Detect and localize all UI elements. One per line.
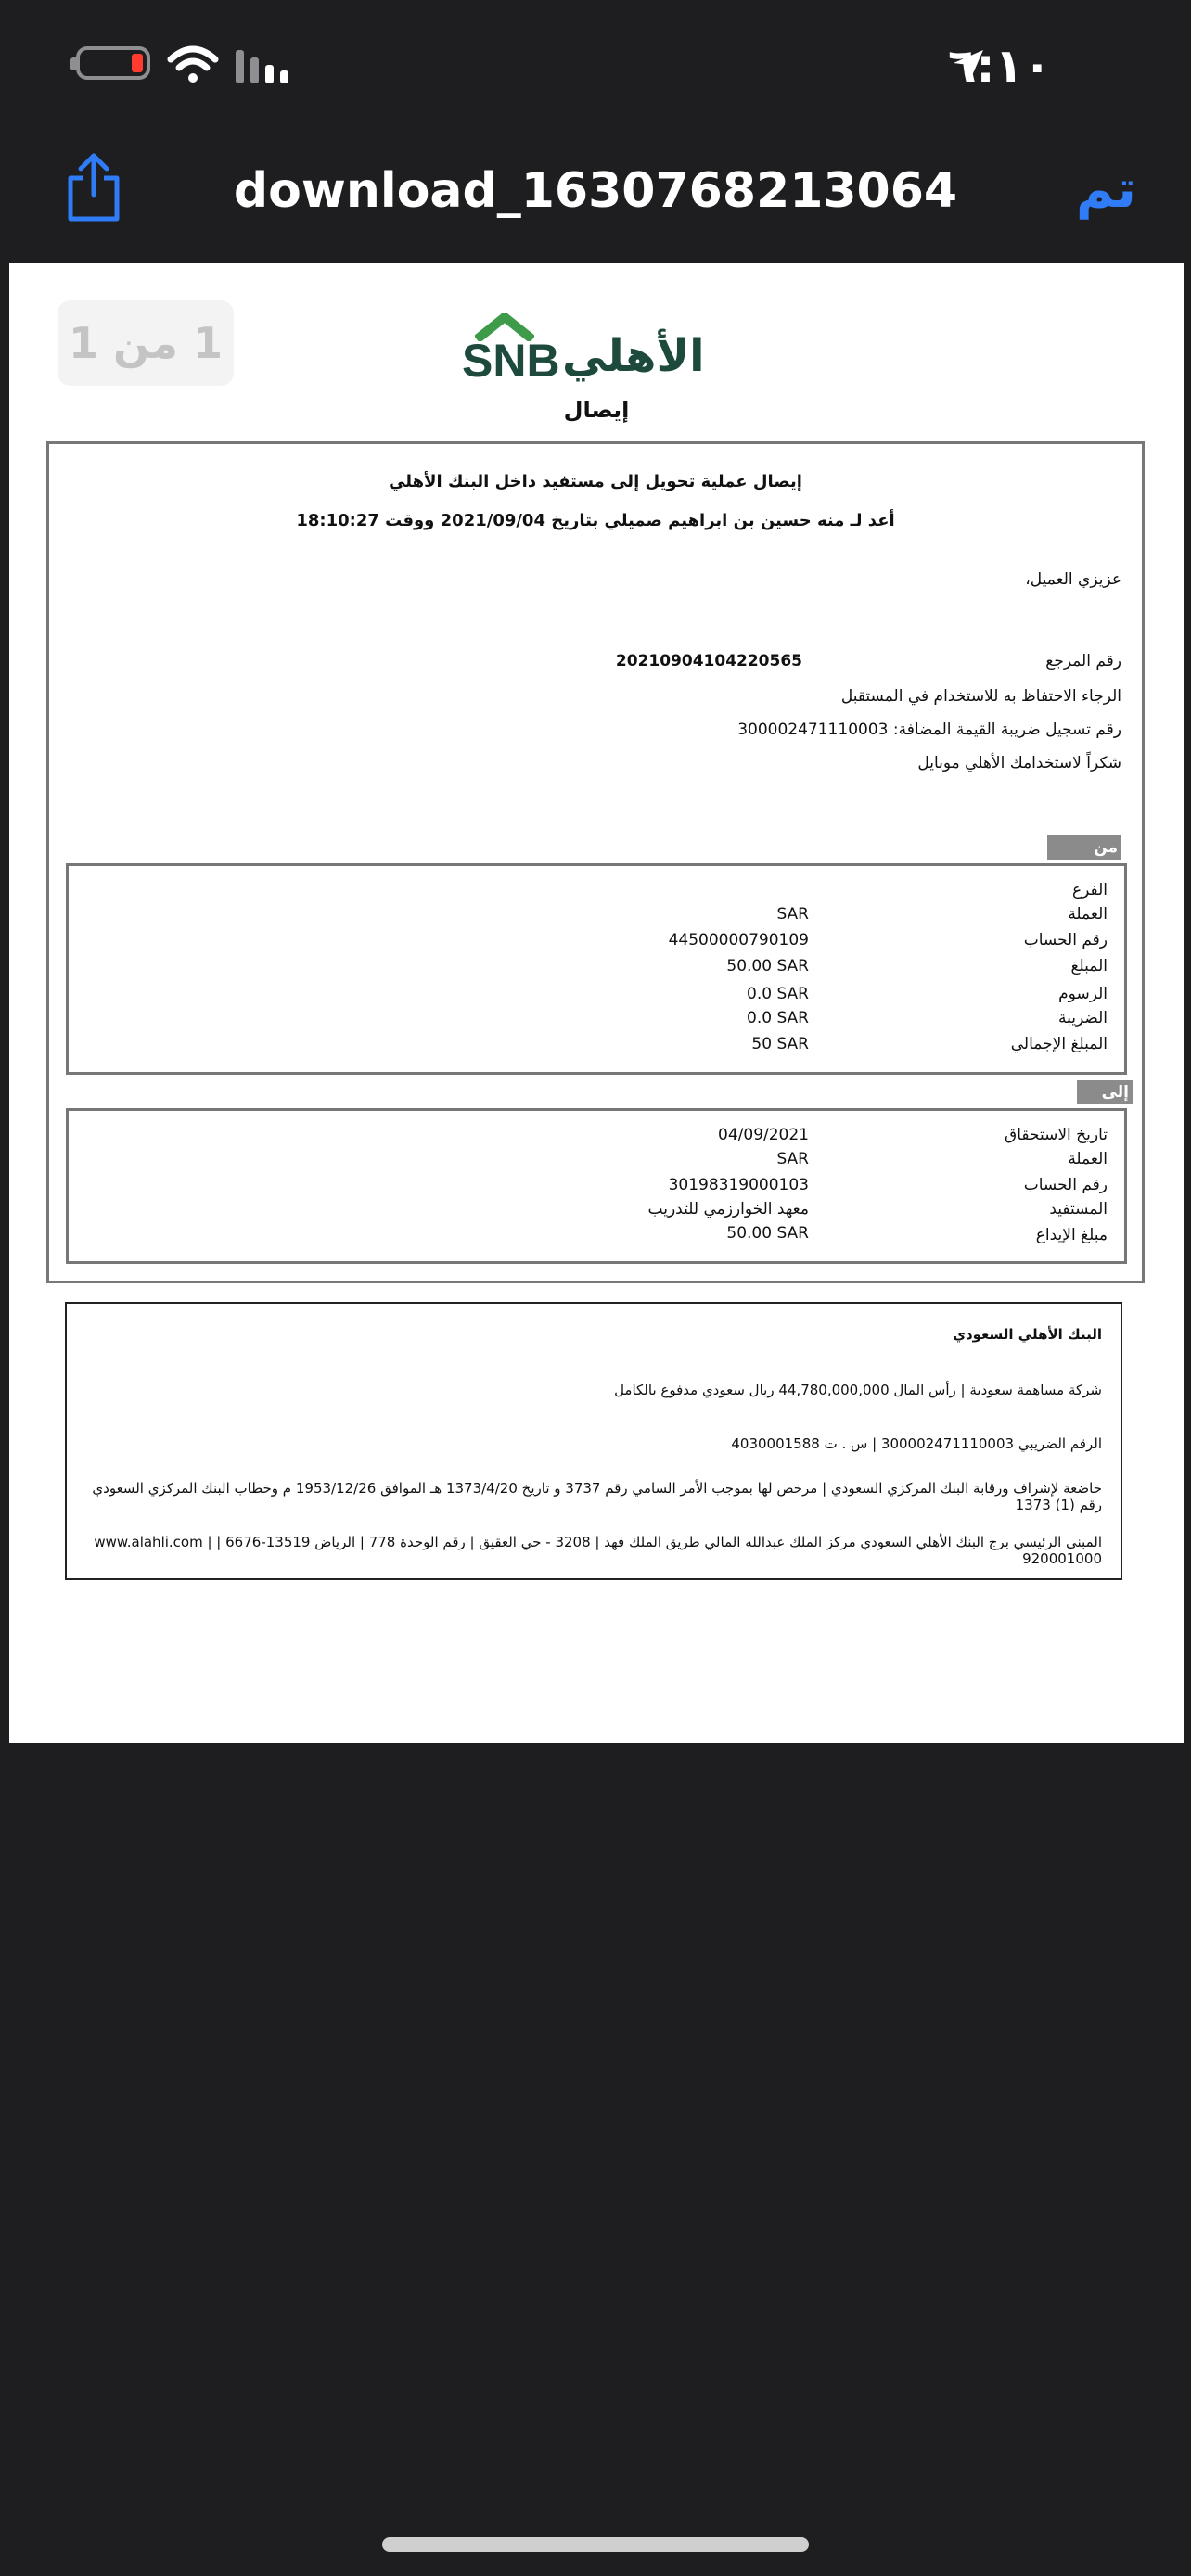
vat-line: رقم تسجيل ضريبة القيمة المضافة: 300002471110003	[737, 721, 1121, 739]
from-amount-value: 50.00 SAR	[726, 957, 809, 976]
status-time: ٦:١٠	[948, 39, 1052, 93]
footer-regulation: خاضعة لإشراف ورقابة البنك المركزي السعودي | مرخص لها بموجب الأمر السامي رقم 3737 و تاريخ 1373/4/20 هـ الموافق 1953/12/26 م وخطاب البنك المركزي السعودي رقم (1) 1373	[92, 1480, 1102, 1513]
from-section-label: من	[1047, 835, 1121, 860]
to-account-label: رقم الحساب	[1023, 1176, 1108, 1194]
to-deposit-value: 50.00 SAR	[726, 1224, 809, 1243]
battery-nub	[70, 57, 76, 70]
to-section	[66, 1108, 1127, 1264]
to-due-date-value: 04/09/2021	[718, 1126, 809, 1144]
from-account-value: 44500000790109	[668, 931, 809, 950]
from-branch-label: الفرع	[1071, 881, 1108, 899]
from-tax-value: 0.0 SAR	[747, 1009, 809, 1027]
to-account-value: 30198319000103	[668, 1176, 809, 1194]
from-currency-value: SAR	[776, 905, 809, 924]
keep-note: الرجاء الاحتفاظ به للاستخدام في المستقبل	[840, 687, 1121, 706]
footer-tax: الرقم الضريبي 300002471110003 | س . ت 4030001588	[731, 1435, 1102, 1452]
receipt-body	[46, 441, 1145, 1283]
reference-value: 20210904104220565	[615, 652, 802, 670]
from-currency-label: العملة	[1068, 905, 1108, 924]
footer-address: المبنى الرئيسي برج البنك الأهلي السعودي مركز الملك عبدالله المالي طريق الملك فهد | 3208 - حي العقيق | رقم الوحدة 778 | الرياض 13519-6676 | www.alahli.com | 920001000	[94, 1534, 1102, 1567]
footer-capital: شركة مساهمة سعودية | رأس المال 44,780,000,000 ريال سعودي مدفوع بالكامل	[614, 1382, 1102, 1398]
to-currency-value: SAR	[776, 1150, 809, 1168]
to-deposit-label: مبلغ الإيداع	[1035, 1226, 1108, 1244]
done-button[interactable]: تم	[1076, 159, 1136, 220]
header-line-2: أعد لـ منه حسين بن ابراهيم صميلي بتاريخ 2021/09/04 ووقت 18:10:27	[296, 511, 895, 530]
reference-label: رقم المرجع	[1045, 652, 1121, 670]
pdf-page	[9, 263, 1184, 1743]
thanks-line: شكراً لاستخدامك الأهلي موبايل	[917, 754, 1121, 772]
logo-arabic: الأهلي	[562, 330, 705, 382]
from-total-label: المبلغ الإجمالي	[1010, 1035, 1108, 1053]
from-tax-label: الضريبة	[1057, 1009, 1108, 1027]
from-section	[66, 863, 1127, 1075]
to-due-date-label: تاريخ الاستحقاق	[1005, 1126, 1108, 1144]
to-section-label: إلى	[1077, 1080, 1133, 1104]
header-line-1: إيصال عملية تحويل إلى مستفيد داخل البنك الأهلي	[389, 472, 802, 491]
to-beneficiary-label: المستفيد	[1049, 1200, 1108, 1218]
to-currency-label: العملة	[1068, 1150, 1108, 1168]
from-fees-value: 0.0 SAR	[747, 985, 809, 1003]
wifi-icon	[167, 45, 219, 83]
footer-bank-name: البنك الأهلي السعودي	[953, 1326, 1102, 1343]
from-fees-label: الرسوم	[1058, 985, 1108, 1003]
greeting: عزيزي العميل،	[1025, 570, 1121, 589]
cellular-signal-icon	[234, 48, 293, 85]
from-account-label: رقم الحساب	[1023, 931, 1108, 950]
document-title: download_1630768213064	[233, 163, 958, 219]
bank-footer	[65, 1302, 1122, 1580]
to-beneficiary-value: معهد الخوارزمي للتدريب	[647, 1200, 809, 1218]
from-amount-label: المبلغ	[1070, 957, 1108, 976]
battery-icon	[76, 46, 150, 80]
page-counter: 1 من 1	[58, 300, 234, 386]
from-total-value: 50 SAR	[751, 1035, 809, 1053]
logo-latin: SNB	[462, 335, 560, 387]
receipt-title: إيصال	[563, 397, 630, 423]
home-indicator[interactable]	[382, 2537, 809, 2552]
snb-logo	[455, 313, 733, 388]
